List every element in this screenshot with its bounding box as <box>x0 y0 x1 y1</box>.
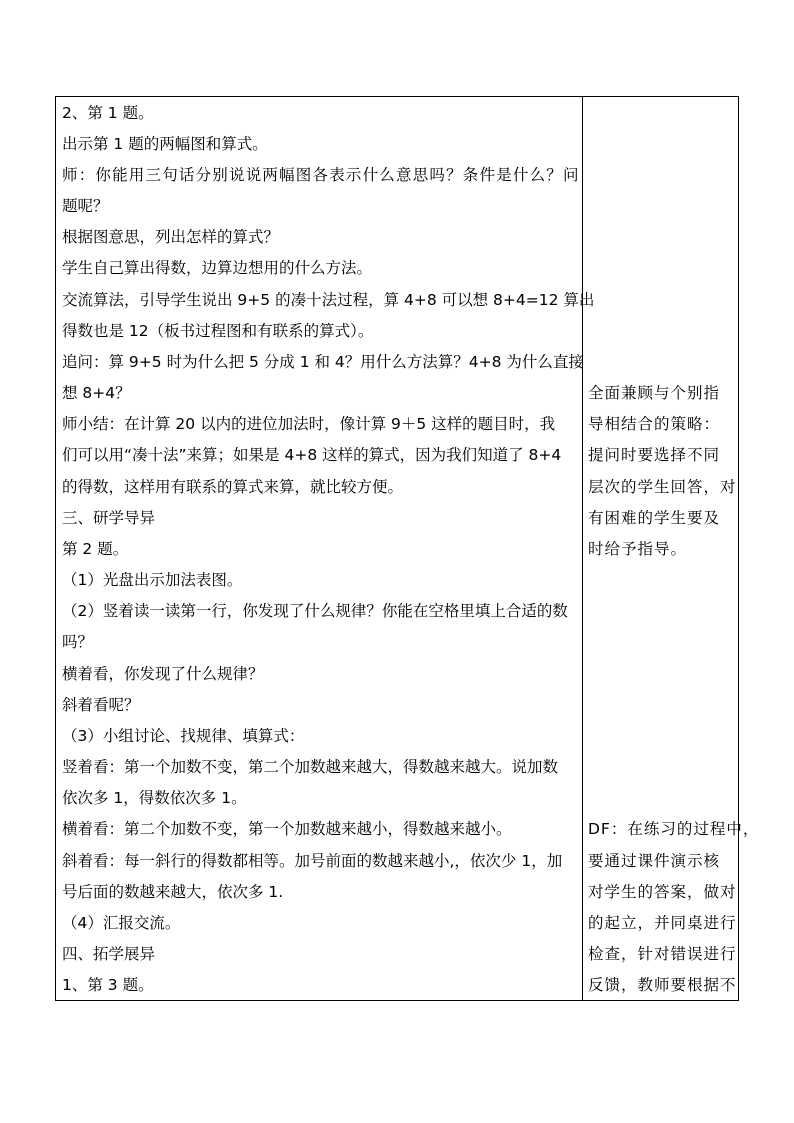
text-line: 交流算法，引导学生说出 9+5 的凑十法过程，算 4+8 可以想 8+4=12 算出 <box>62 291 595 309</box>
text-line: （2）竖着读一读第一行，你发现了什么规律？你能在空格里填上合适的数 <box>62 602 568 620</box>
note-line: 对学生的答案，做对 <box>588 883 737 901</box>
note-line: 检查，针对错误进行 <box>588 945 737 963</box>
text-line: 横着看，你发现了什么规律？ <box>62 665 264 683</box>
strategy-notes-cell <box>588 97 760 1000</box>
column-divider <box>582 97 583 1000</box>
note-line: 要通过课件演示核 <box>588 852 721 870</box>
text-line: 斜着看：每一斜行的得数都相等。加号前面的数越来越小,，依次少 1，加 <box>62 852 563 870</box>
lesson-table <box>55 96 760 1001</box>
text-line: 横着看：第二个加数不变，第一个加数越来越小，得数越来越小。 <box>62 820 512 838</box>
text-line: 依次多 1，得数依次多 1。 <box>62 789 247 807</box>
note-line: 的起立，并同桌进行 <box>588 914 737 932</box>
text-line: 出示第 1 题的两幅图和算式。 <box>62 135 268 153</box>
text-line: 师：你能用三句话分别说说两幅图各表示什么意思吗？条件是什么？问 <box>62 166 580 184</box>
text-line: 想 8+4？ <box>62 384 131 402</box>
note-line: 有困难的学生要及 <box>588 509 721 527</box>
text-line: 的得数，这样用有联系的算式来算，就比较方便。 <box>62 478 404 496</box>
note-line: 层次的学生回答，对 <box>588 478 737 496</box>
text-line: 斜着看呢？ <box>62 696 140 714</box>
text-line: （1）光盘出示加法表图。 <box>62 571 243 589</box>
text-line: 2、第 1 题。 <box>62 104 154 122</box>
text-line: （4）汇报交流。 <box>62 914 181 932</box>
text-line: 们可以用“凑十法”来算；如果是 4+8 这样的算式，因为我们知道了 8+4 <box>62 446 562 464</box>
text-line: （3）小组讨论、找规律、填算式： <box>62 727 305 745</box>
text-line: 1、第 3 题。 <box>62 976 154 994</box>
text-line: 得数也是 12（板书过程图和有联系的算式）。 <box>62 322 374 340</box>
text-line: 师小结：在计算 20 以内的进位加法时，像计算 9＋5 这样的题目时，我 <box>62 415 556 433</box>
lesson-content-cell <box>62 97 595 1000</box>
section-heading: 四、拓学展异 <box>62 945 156 963</box>
note-line: 提问时要选择不同 <box>588 446 721 464</box>
note-line: 反馈，教师要根据不 <box>588 976 737 994</box>
note-line: 时给予指导。 <box>588 540 688 558</box>
note-line: 全面兼顾与个别指 <box>588 384 721 402</box>
section-heading: 三、研学导异 <box>62 509 156 527</box>
text-line: 根据图意思，列出怎样的算式？ <box>62 228 280 246</box>
text-line: 号后面的数越来越大，依次多 1. <box>62 883 284 901</box>
text-line: 追问：算 9+5 时为什么把 5 分成 1 和 4？用什么方法算？4+8 为什么直接 <box>62 353 584 371</box>
text-line: 吗？ <box>62 633 94 651</box>
text-line: 第 2 题。 <box>62 540 129 558</box>
note-line: 导相结合的策略： <box>588 415 721 433</box>
text-line: 题呢？ <box>62 197 109 215</box>
note-line: DF：在练习的过程中， <box>588 820 760 838</box>
text-line: 竖着看：第一个加数不变，第二个加数越来越大，得数越来越大。说加数 <box>62 758 559 776</box>
text-line: 学生自己算出得数，边算边想用的什么方法。 <box>62 259 373 277</box>
